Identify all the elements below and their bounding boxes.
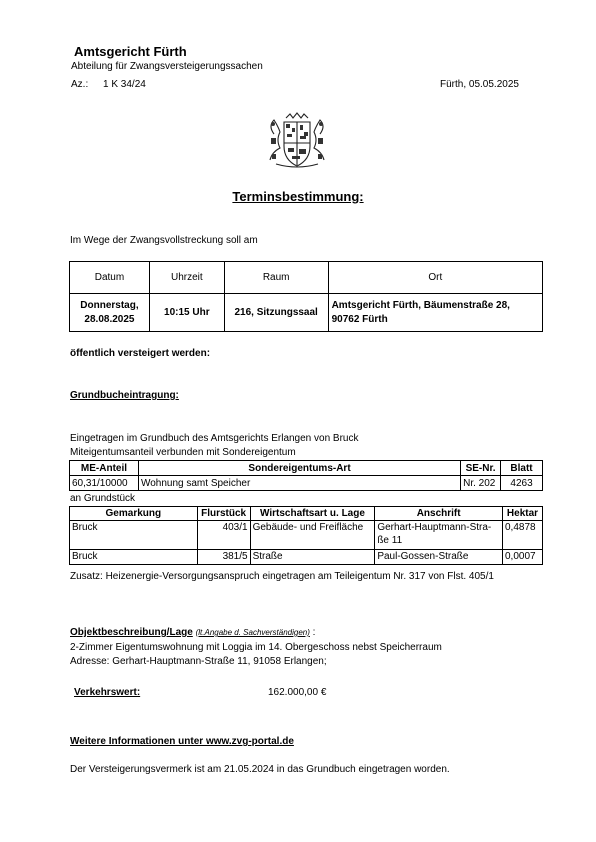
table-row — [70, 521, 543, 550]
table-cell: Wohnung samt Speicher — [138, 476, 460, 491]
column-header: Uhrzeit — [149, 262, 224, 294]
termin-date — [70, 294, 150, 332]
court-name: Amtsgericht Fürth — [74, 44, 187, 59]
column-header: Blatt — [501, 461, 543, 476]
grundbuch-line: Miteigentumsanteil verbunden mit Sondereigentum — [70, 447, 296, 458]
table-row — [70, 550, 543, 565]
termin-location-line2: 90762 Fürth — [331, 313, 388, 325]
grundbuch-line: Eingetragen im Grundbuch des Amtsgerichts Erlangen von Bruck — [70, 433, 359, 444]
table-cell: Gebäude- und Freifläche — [250, 521, 375, 550]
table-cell: Bruck — [70, 521, 198, 550]
column-header: Ort — [328, 262, 542, 294]
verkehrswert-label: Verkehrswert: — [74, 687, 141, 698]
verkehrswert-value: 162.000,00 € — [268, 687, 327, 698]
table-cell: Nr. 202 — [461, 476, 501, 491]
termin-room: 216, Sitzungssaal — [224, 294, 328, 332]
case-number: 1 K 34/24 — [103, 79, 146, 90]
grundstueck-label: an Grundstück — [70, 493, 136, 504]
grundbuch-heading: Grundbucheintragung: — [70, 390, 179, 401]
termin-time: 10:15 Uhr — [149, 294, 224, 332]
termin-location — [328, 294, 542, 332]
table-cell: 381/5 — [197, 550, 250, 565]
case-number-label: Az.: — [71, 79, 89, 90]
intro-text: Im Wege der Zwangsvollstreckung soll am — [70, 235, 258, 246]
document-title: Terminsbestimmung: — [232, 189, 364, 204]
column-header: Raum — [224, 262, 328, 294]
table-header-row — [70, 507, 543, 521]
auction-statement: öffentlich versteigert werden: — [70, 348, 211, 359]
column-header: Hektar — [502, 507, 542, 521]
termin-table — [69, 261, 543, 332]
table-cell: 0,4878 — [502, 521, 542, 550]
table-cell: 0,0007 — [502, 550, 542, 565]
column-header: Sondereigentums-Art — [138, 461, 460, 476]
miteigentum-table — [69, 460, 543, 491]
table-cell: 4263 — [501, 476, 543, 491]
vermerk-text: Der Versteigerungsvermerk ist am 21.05.2024 in das Grundbuch eingetragen worden. — [70, 764, 450, 775]
table-cell: Bruck — [70, 550, 198, 565]
column-header: Anschrift — [375, 507, 503, 521]
table-row — [70, 476, 543, 491]
column-header: SE-Nr. — [461, 461, 501, 476]
column-header: Datum — [70, 262, 150, 294]
objekt-description: 2-Zimmer Eigentumswohnung mit Loggia im 14. Obergeschoss nebst Speicherraum — [70, 642, 442, 653]
coat-of-arms-icon — [262, 112, 332, 170]
table-cell: 403/1 — [197, 521, 250, 550]
termin-weekday: Donnerstag, — [80, 299, 139, 311]
table-cell: Paul-Gossen-Straße — [375, 550, 503, 565]
column-header: Gemarkung — [70, 507, 198, 521]
flurstueck-table — [69, 506, 543, 565]
table-header-row — [70, 461, 543, 476]
table-cell: 60,31/10000 — [70, 476, 139, 491]
objekt-heading-note: (lt.Angabe d. Sachverständigen) — [195, 628, 310, 637]
zusatz-note: Zusatz: Heizenergie-Versorgungsanspruch eingetragen am Teileigentum Nr. 317 von Flst. 405/1 — [70, 571, 494, 582]
place-date: Fürth, 05.05.2025 — [440, 79, 519, 90]
column-header: Flurstück — [197, 507, 250, 521]
objekt-heading-colon: : — [312, 627, 316, 638]
table-cell: Gerhart-Hauptmann-Stra-ße 11 — [375, 521, 503, 550]
column-header: ME-Anteil — [70, 461, 139, 476]
table-cell: Straße — [250, 550, 375, 565]
objekt-heading-title: Objektbeschreibung/Lage — [70, 627, 193, 638]
department: Abteilung für Zwangsversteigerungssachen — [71, 61, 263, 72]
table-row — [70, 294, 543, 332]
objekt-address: Adresse: Gerhart-Hauptmann-Straße 11, 91058 Erlangen; — [70, 656, 327, 667]
more-info-link[interactable]: Weitere Informationen unter www.zvg-portal.de — [70, 736, 294, 747]
termin-date-value: 28.08.2025 — [84, 313, 135, 325]
column-header: Wirtschaftsart u. Lage — [250, 507, 375, 521]
table-header-row — [70, 262, 543, 294]
termin-location-line1: Amtsgericht Fürth, Bäumenstraße 28, — [331, 299, 510, 311]
objekt-heading — [70, 627, 315, 638]
